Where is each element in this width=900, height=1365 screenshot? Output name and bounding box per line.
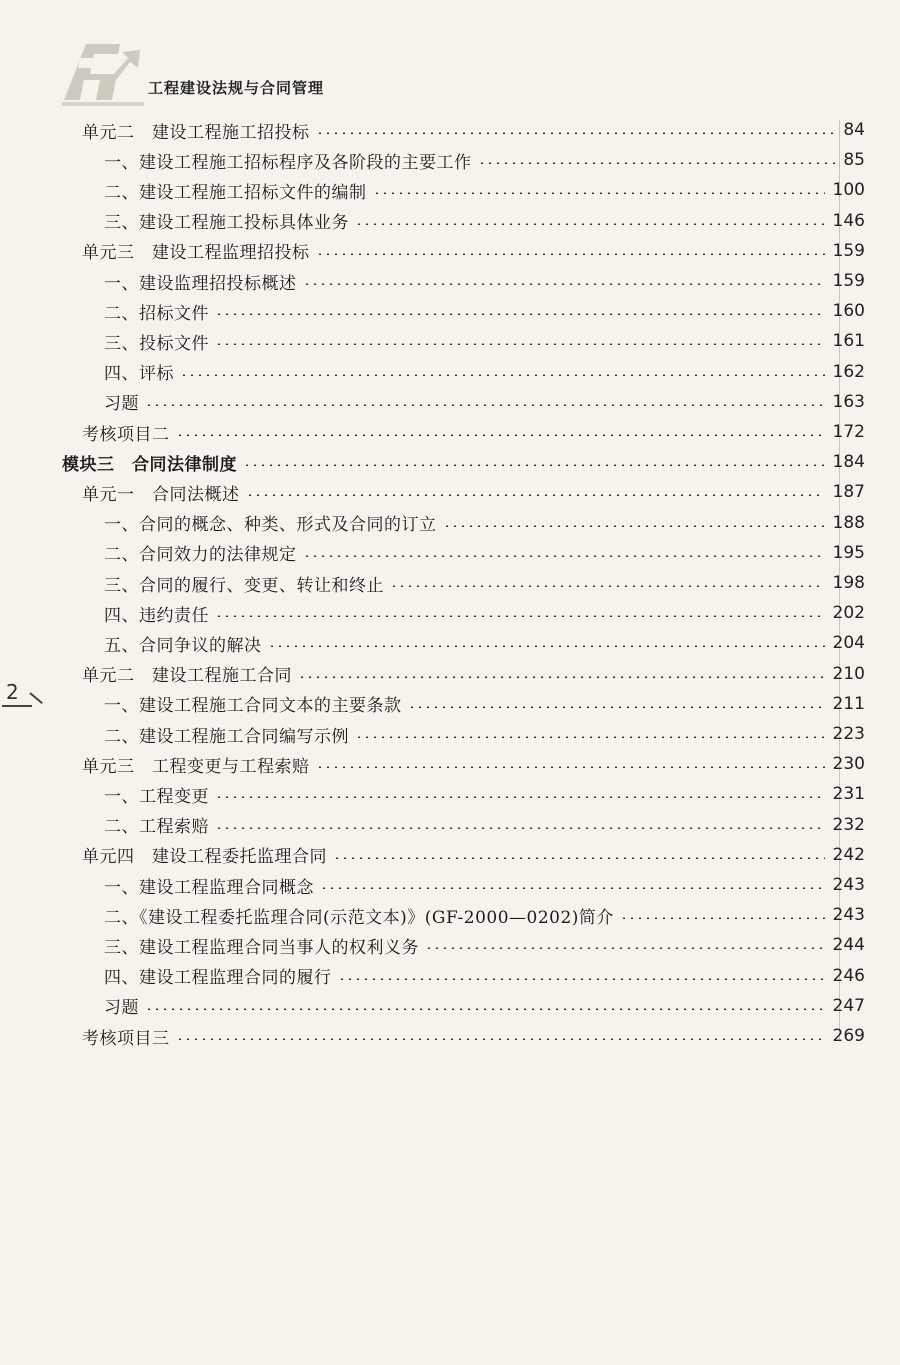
toc-entry-page: 163 (832, 391, 865, 412)
toc-entry-title: 单元一 合同法概述 (82, 484, 240, 505)
toc-entry-title: 习题 (104, 394, 139, 415)
toc-leader-dots (373, 192, 825, 194)
toc-entry-page: 243 (832, 905, 865, 926)
toc-leader-dots (333, 857, 825, 859)
toc-entry (0, 266, 900, 296)
toc-leader-dots (215, 343, 825, 345)
toc-leader-dots (390, 585, 825, 587)
page-number-rule (2, 705, 32, 707)
toc-entry (0, 387, 900, 417)
toc-entry (0, 1021, 900, 1051)
toc-entry-title: 一、工程变更 (104, 786, 209, 807)
toc-entry (0, 326, 900, 356)
toc-entry-title: 四、建设工程监理合同的履行 (104, 968, 332, 989)
toc-entry-page: 162 (832, 361, 865, 382)
toc-entry (0, 296, 900, 326)
toc-entry-title: 四、评标 (104, 364, 174, 385)
toc-entry-page: 100 (832, 180, 865, 201)
toc-entry-title: 考核项目三 (82, 1028, 170, 1049)
toc-entry (0, 628, 900, 658)
toc-leader-dots (425, 947, 825, 949)
toc-entry-title: 考核项目二 (82, 424, 170, 445)
toc-leader-dots (338, 978, 825, 980)
toc-leader-dots (355, 736, 825, 738)
toc-entry-page: 187 (832, 482, 865, 503)
toc-entry-title: 二、招标文件 (104, 303, 209, 324)
toc-entry-page: 247 (832, 995, 865, 1016)
toc-entry (0, 870, 900, 900)
toc-entry (0, 206, 900, 236)
toc-leader-dots (215, 313, 825, 315)
toc-entry-page: 223 (832, 724, 865, 744)
toc-entry-page: 244 (832, 935, 865, 956)
toc-leader-dots (145, 404, 825, 406)
toc-entry-title: 一、合同的概念、种类、形式及合同的订立 (104, 515, 437, 536)
toc-entry-title: 三、建设工程施工投标具体业务 (104, 213, 349, 234)
toc-leader-dots (408, 706, 825, 708)
toc-entry-page: 160 (832, 301, 865, 322)
toc-leader-dots (355, 223, 825, 225)
toc-leader-dots (303, 555, 825, 557)
toc-leader-dots (316, 766, 825, 768)
toc-leader-dots (243, 464, 825, 466)
toc-leader-dots (215, 796, 825, 798)
toc-leader-dots (316, 253, 825, 255)
toc-entry-page: 159 (832, 271, 865, 291)
toc-leader-dots (268, 645, 825, 647)
toc-entry-title: 二、工程索赔 (104, 817, 209, 838)
toc-entry-page: 230 (832, 754, 865, 775)
toc-leader-dots (320, 887, 825, 889)
toc-entry (0, 779, 900, 809)
toc-entry-page: 85 (843, 150, 865, 171)
toc-leader-dots (246, 494, 825, 496)
toc-entry-title: 三、建设工程监理合同当事人的权利义务 (104, 937, 419, 958)
toc-entry-title: 习题 (104, 998, 139, 1019)
toc-entry (0, 719, 900, 749)
toc-entry-title: 单元四 建设工程委托监理合同 (82, 847, 327, 868)
toc-entry-title: 三、投标文件 (104, 333, 209, 354)
toc-entry-page: 198 (832, 573, 865, 593)
toc-entry (0, 991, 900, 1021)
toc-entry-page: 210 (832, 663, 865, 684)
toc-leader-dots (620, 917, 825, 919)
toc-leader-dots (316, 132, 835, 134)
toc-entry (0, 840, 900, 870)
toc-entry-page: 146 (832, 210, 865, 231)
toc-entry (0, 900, 900, 930)
toc-entry-page: 159 (832, 240, 865, 261)
toc-entry-title: 三、合同的履行、变更、转让和终止 (104, 575, 384, 596)
toc-entry-page: 246 (832, 965, 865, 986)
toc-entry (0, 961, 900, 991)
toc-entry (0, 598, 900, 628)
toc-entry (0, 477, 900, 507)
toc-entry (0, 538, 900, 568)
toc-entry-page: 184 (832, 452, 865, 473)
toc-entry-page: 195 (832, 542, 865, 563)
toc-entry-page: 161 (832, 331, 865, 352)
toc-entry-title: 二、合同效力的法律规定 (104, 545, 297, 566)
toc-entry-page: 269 (832, 1026, 865, 1046)
toc-entry-page: 84 (843, 120, 865, 140)
toc-entry-title: 单元二 建设工程施工招投标 (82, 122, 310, 143)
toc-entry-page: 242 (832, 844, 865, 865)
toc-leader-dots (215, 827, 825, 829)
toc-leader-dots (303, 283, 825, 285)
toc-leader-dots (215, 615, 825, 617)
toc-entry-page: 232 (832, 814, 865, 835)
toc-entry (0, 508, 900, 538)
toc-entry (0, 810, 900, 840)
toc-entry (0, 145, 900, 175)
toc-entry-title: 单元二 建设工程施工合同 (82, 666, 292, 687)
header-title: 工程建设法规与合同管理 (148, 79, 325, 97)
toc-entry (0, 175, 900, 205)
toc-entry-page: 188 (832, 512, 865, 533)
toc-leader-dots (443, 525, 825, 527)
toc-entry-page: 204 (832, 633, 865, 654)
toc-entry-page: 202 (832, 603, 865, 624)
toc-entry-page: 243 (832, 875, 865, 895)
publisher-logo-icon (60, 40, 146, 106)
page-number: 2 (6, 680, 19, 704)
toc-entry-title: 单元三 建设工程监理招投标 (82, 243, 310, 264)
toc-entry-title: 二、建设工程施工合同编写示例 (104, 726, 349, 747)
toc-entry-title: 四、违约责任 (104, 605, 209, 626)
toc-entry (0, 930, 900, 960)
toc-entry-page: 172 (832, 422, 865, 442)
toc-entry-title: 一、建设工程监理合同概念 (104, 877, 314, 898)
toc-entry-title: 一、建设工程施工招标程序及各阶段的主要工作 (104, 152, 472, 173)
toc-entry (0, 357, 900, 387)
toc-entry-title: 模块三 合同法律制度 (62, 454, 237, 475)
toc-entry (0, 115, 900, 145)
toc-entry (0, 568, 900, 598)
toc-entry-page: 231 (832, 784, 865, 805)
toc-entry (0, 659, 900, 689)
toc-leader-dots (298, 676, 825, 678)
toc-entry-title: 二、建设工程施工招标文件的编制 (104, 182, 367, 203)
toc-entry (0, 236, 900, 266)
toc-entry-page: 211 (832, 693, 865, 714)
toc-entry-title: 一、建设监理招投标概述 (104, 273, 297, 294)
toc-entry (0, 689, 900, 719)
toc-leader-dots (180, 374, 825, 376)
toc-entry-title: 一、建设工程施工合同文本的主要条款 (104, 696, 402, 717)
toc-leader-dots (145, 1008, 825, 1010)
toc-entry-title: 二、《建设工程委托监理合同(示范文本)》(GF-2000—0202)简介 (104, 907, 614, 928)
toc-entry (0, 447, 900, 477)
toc-entry-title: 单元三 工程变更与工程索赔 (82, 756, 310, 777)
toc-entry-title: 五、合同争议的解决 (104, 635, 262, 656)
toc-leader-dots (176, 1038, 825, 1040)
toc-entry (0, 417, 900, 447)
toc-leader-dots (176, 434, 825, 436)
running-header (60, 40, 480, 106)
toc-entry (0, 749, 900, 779)
toc-leader-dots (478, 162, 835, 164)
